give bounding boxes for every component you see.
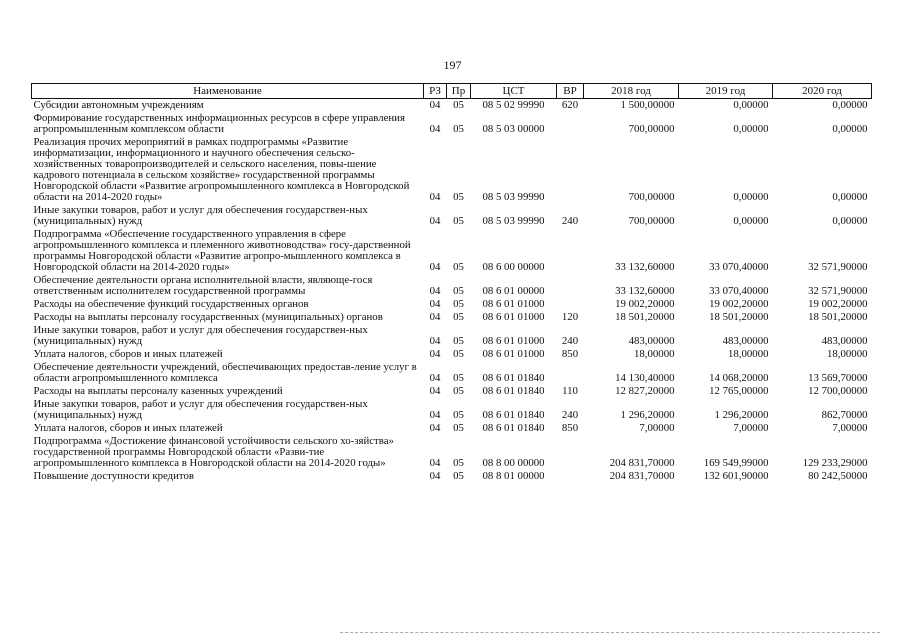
row-2020: 32 571,90000 bbox=[808, 285, 868, 297]
row-vr: 620 bbox=[561, 99, 579, 111]
header-2018: 2018 год bbox=[584, 84, 679, 99]
row-cst: 08 6 01 01000 bbox=[482, 298, 545, 310]
row-name: Подпрограмма «Достижение финансовой устойчивости сельского хо-зяйства» государственной программы Новгородской области «Разви-тие агропромышленного комплекса в Новгородской области на 2014-2020 годы» bbox=[33, 435, 394, 469]
row-vr bbox=[557, 470, 584, 483]
row-name: Субсидии автономным учреждениям bbox=[33, 99, 204, 111]
row-2020: 129 233,29000 bbox=[802, 457, 868, 469]
row-2018: 19 002,20000 bbox=[615, 298, 675, 310]
row-cst: 08 8 01 00000 bbox=[482, 470, 545, 482]
row-name: Иные закупки товаров, работ и услуг для обеспечения государствен-ных (муниципальных) нужд bbox=[33, 324, 368, 347]
row-vr bbox=[557, 361, 584, 385]
row-2020: 862,70000 bbox=[821, 409, 868, 421]
row-2019: 1 296,20000 bbox=[714, 409, 769, 421]
row-2020: 13 569,70000 bbox=[808, 372, 868, 384]
row-vr bbox=[557, 435, 584, 470]
row-vr: 110 bbox=[562, 385, 578, 397]
row-name: Иные закупки товаров, работ и услуг для обеспечения государствен-ных (муниципальных) нужд bbox=[33, 398, 368, 421]
row-vr: 850 bbox=[561, 422, 579, 434]
row-pr: 05 bbox=[453, 335, 464, 347]
row-2019: 483,00000 bbox=[722, 335, 769, 347]
row-name: Обеспечение деятельности учреждений, обеспечивающих предостав-ление услуг в области агропромышленного комплекса bbox=[33, 361, 417, 384]
row-pr: 05 bbox=[453, 348, 464, 360]
row-pr: 05 bbox=[453, 470, 464, 482]
row-2019: 7,00000 bbox=[733, 422, 769, 434]
row-2018: 700,00000 bbox=[628, 191, 675, 203]
row-2018: 7,00000 bbox=[639, 422, 675, 434]
row-2018: 1 500,00000 bbox=[620, 99, 675, 111]
table-row bbox=[32, 311, 872, 324]
row-pr: 05 bbox=[453, 298, 464, 310]
header-vr: ВР bbox=[557, 84, 584, 99]
row-pr: 05 bbox=[453, 311, 464, 323]
row-pr: 05 bbox=[453, 123, 464, 135]
scan-artifact-line bbox=[340, 632, 880, 636]
row-2020: 0,00000 bbox=[832, 215, 868, 227]
table-row bbox=[32, 324, 872, 348]
row-vr: 850 bbox=[561, 348, 579, 360]
row-2020: 0,00000 bbox=[832, 191, 868, 203]
row-cst: 08 5 02 99990 bbox=[482, 99, 545, 111]
row-rz: 04 bbox=[429, 99, 441, 111]
row-cst: 08 5 03 00000 bbox=[482, 123, 545, 135]
row-2019: 169 549,99000 bbox=[703, 457, 769, 469]
row-2019: 132 601,90000 bbox=[703, 470, 769, 482]
row-2018: 1 296,20000 bbox=[620, 409, 675, 421]
row-2019: 12 765,00000 bbox=[709, 385, 769, 397]
row-vr: 240 bbox=[561, 409, 579, 421]
row-cst: 08 6 01 01840 bbox=[482, 372, 545, 384]
row-2020: 0,00000 bbox=[832, 123, 868, 135]
row-pr: 05 bbox=[453, 215, 464, 227]
row-pr: 05 bbox=[453, 99, 464, 111]
row-2019: 0,00000 bbox=[733, 123, 769, 135]
row-name: Обеспечение деятельности органа исполнительной власти, являюще-гося ответственным исполнителем государственной программы bbox=[33, 274, 373, 297]
row-rz: 04 bbox=[429, 311, 441, 323]
row-cst: 08 8 00 00000 bbox=[482, 457, 545, 469]
row-2020: 18 501,20000 bbox=[808, 311, 868, 323]
row-rz: 04 bbox=[429, 409, 441, 421]
row-cst: 08 5 03 99990 bbox=[482, 191, 545, 203]
row-2018: 700,00000 bbox=[628, 215, 675, 227]
row-name: Формирование государственных информационных ресурсов в сфере управления агропромышленным комплексом области bbox=[33, 112, 405, 135]
row-rz: 04 bbox=[429, 191, 441, 203]
table-row bbox=[32, 228, 872, 274]
row-2019: 0,00000 bbox=[733, 191, 769, 203]
row-cst: 08 6 01 01000 bbox=[482, 311, 545, 323]
row-2019: 0,00000 bbox=[733, 215, 769, 227]
row-rz: 04 bbox=[429, 372, 441, 384]
row-2020: 7,00000 bbox=[832, 422, 868, 434]
table-header-row bbox=[32, 84, 872, 99]
budget-table bbox=[31, 83, 872, 483]
row-cst: 08 6 01 01000 bbox=[482, 348, 545, 360]
table-row bbox=[32, 136, 872, 204]
row-pr: 05 bbox=[453, 385, 464, 397]
table-row bbox=[32, 204, 872, 228]
row-vr: 240 bbox=[561, 215, 579, 227]
header-2019: 2019 год bbox=[679, 84, 773, 99]
row-2018: 33 132,60000 bbox=[615, 285, 675, 297]
row-rz: 04 bbox=[429, 123, 441, 135]
row-name: Реализация прочих мероприятий в рамках подпрограммы «Развитие информатизации, информационного и научного обеспечения сельско-хозяйственных товаропроизводителей и сельского населения, повы-шение кадрового потенциала в сельском хозяйстве» государственной программы Новгородской области «Развитие агропромышленного комплекса в Новгородской области на 2014-2020 годы» bbox=[33, 136, 410, 203]
row-2019: 33 070,40000 bbox=[709, 285, 769, 297]
row-vr bbox=[557, 298, 584, 311]
row-rz: 04 bbox=[429, 470, 441, 482]
table-row bbox=[32, 435, 872, 470]
table-body bbox=[32, 99, 872, 484]
row-rz: 04 bbox=[429, 298, 441, 310]
row-name: Уплата налогов, сборов и иных платежей bbox=[33, 422, 223, 434]
row-name: Расходы на выплаты персоналу казенных учреждений bbox=[33, 385, 283, 397]
row-cst: 08 6 01 01000 bbox=[482, 335, 545, 347]
row-cst: 08 6 01 00000 bbox=[482, 285, 545, 297]
row-vr bbox=[557, 136, 584, 204]
row-rz: 04 bbox=[429, 335, 441, 347]
row-2018: 14 130,40000 bbox=[615, 372, 675, 384]
row-pr: 05 bbox=[453, 285, 464, 297]
header-2020: 2020 год bbox=[773, 84, 872, 99]
row-2020: 32 571,90000 bbox=[808, 261, 868, 273]
table-row bbox=[32, 274, 872, 298]
table-row bbox=[32, 361, 872, 385]
row-name: Подпрограмма «Обеспечение государственного управления в сфере агропромышленного комплекса и племенного животноводства» госу-дарственной программы Новгородской области «Развитие агропро-мышленного комплекса в Новгородской области на 2014-2020 годы» bbox=[33, 228, 411, 273]
row-pr: 05 bbox=[453, 191, 464, 203]
row-2018: 483,00000 bbox=[628, 335, 675, 347]
header-pr: Пр bbox=[447, 84, 471, 99]
row-2019: 18,00000 bbox=[728, 348, 769, 360]
row-name: Повышение доступности кредитов bbox=[33, 470, 194, 482]
row-name: Расходы на обеспечение функций государственных органов bbox=[33, 298, 309, 310]
row-name: Расходы на выплаты персоналу государственных (муниципальных) органов bbox=[33, 311, 383, 323]
row-2019: 14 068,20000 bbox=[709, 372, 769, 384]
table-row bbox=[32, 298, 872, 311]
row-2020: 80 242,50000 bbox=[808, 470, 868, 482]
row-2018: 204 831,70000 bbox=[609, 457, 675, 469]
row-2018: 204 831,70000 bbox=[609, 470, 675, 482]
row-rz: 04 bbox=[429, 422, 441, 434]
row-pr: 05 bbox=[453, 261, 464, 273]
row-2019: 0,00000 bbox=[733, 99, 769, 111]
row-2018: 33 132,60000 bbox=[615, 261, 675, 273]
row-cst: 08 6 01 01840 bbox=[482, 409, 545, 421]
row-rz: 04 bbox=[429, 348, 441, 360]
table-row bbox=[32, 398, 872, 422]
row-name: Иные закупки товаров, работ и услуг для обеспечения государствен-ных (муниципальных) нужд bbox=[33, 204, 368, 227]
row-pr: 05 bbox=[453, 409, 464, 421]
row-vr: 120 bbox=[561, 311, 579, 323]
row-vr bbox=[557, 112, 584, 136]
row-cst: 08 6 01 01840 bbox=[482, 385, 545, 397]
row-rz: 04 bbox=[429, 261, 441, 273]
row-pr: 05 bbox=[453, 372, 464, 384]
row-cst: 08 6 01 01840 bbox=[482, 422, 545, 434]
table-row bbox=[32, 112, 872, 136]
row-rz: 04 bbox=[429, 215, 441, 227]
row-vr bbox=[557, 228, 584, 274]
row-rz: 04 bbox=[429, 385, 441, 397]
row-2019: 33 070,40000 bbox=[709, 261, 769, 273]
header-name: Наименование bbox=[32, 84, 424, 99]
row-vr bbox=[557, 274, 584, 298]
row-2018: 700,00000 bbox=[628, 123, 675, 135]
row-pr: 05 bbox=[453, 422, 464, 434]
page-number: 197 bbox=[443, 58, 462, 72]
row-name: Уплата налогов, сборов и иных платежей bbox=[33, 348, 223, 360]
row-2020: 19 002,20000 bbox=[808, 298, 868, 310]
row-2018: 18 501,20000 bbox=[615, 311, 675, 323]
table-row bbox=[32, 348, 872, 361]
header-cst: ЦСТ bbox=[471, 84, 557, 99]
row-cst: 08 6 00 00000 bbox=[482, 261, 545, 273]
row-2020: 483,00000 bbox=[821, 335, 868, 347]
table-row bbox=[32, 422, 872, 435]
table-row bbox=[32, 385, 872, 398]
row-cst: 08 5 03 99990 bbox=[482, 215, 545, 227]
row-2020: 12 700,00000 bbox=[808, 385, 868, 397]
row-vr: 240 bbox=[561, 335, 579, 347]
row-2018: 12 827,20000 bbox=[615, 385, 675, 397]
row-2020: 0,00000 bbox=[832, 99, 868, 111]
row-2020: 18,00000 bbox=[827, 348, 868, 360]
table-row bbox=[32, 470, 872, 483]
header-rz: РЗ bbox=[424, 84, 447, 99]
table-row bbox=[32, 99, 872, 113]
row-pr: 05 bbox=[453, 457, 464, 469]
row-rz: 04 bbox=[429, 457, 441, 469]
row-2018: 18,00000 bbox=[634, 348, 675, 360]
row-2019: 18 501,20000 bbox=[709, 311, 769, 323]
row-2019: 19 002,20000 bbox=[709, 298, 769, 310]
row-rz: 04 bbox=[429, 285, 441, 297]
